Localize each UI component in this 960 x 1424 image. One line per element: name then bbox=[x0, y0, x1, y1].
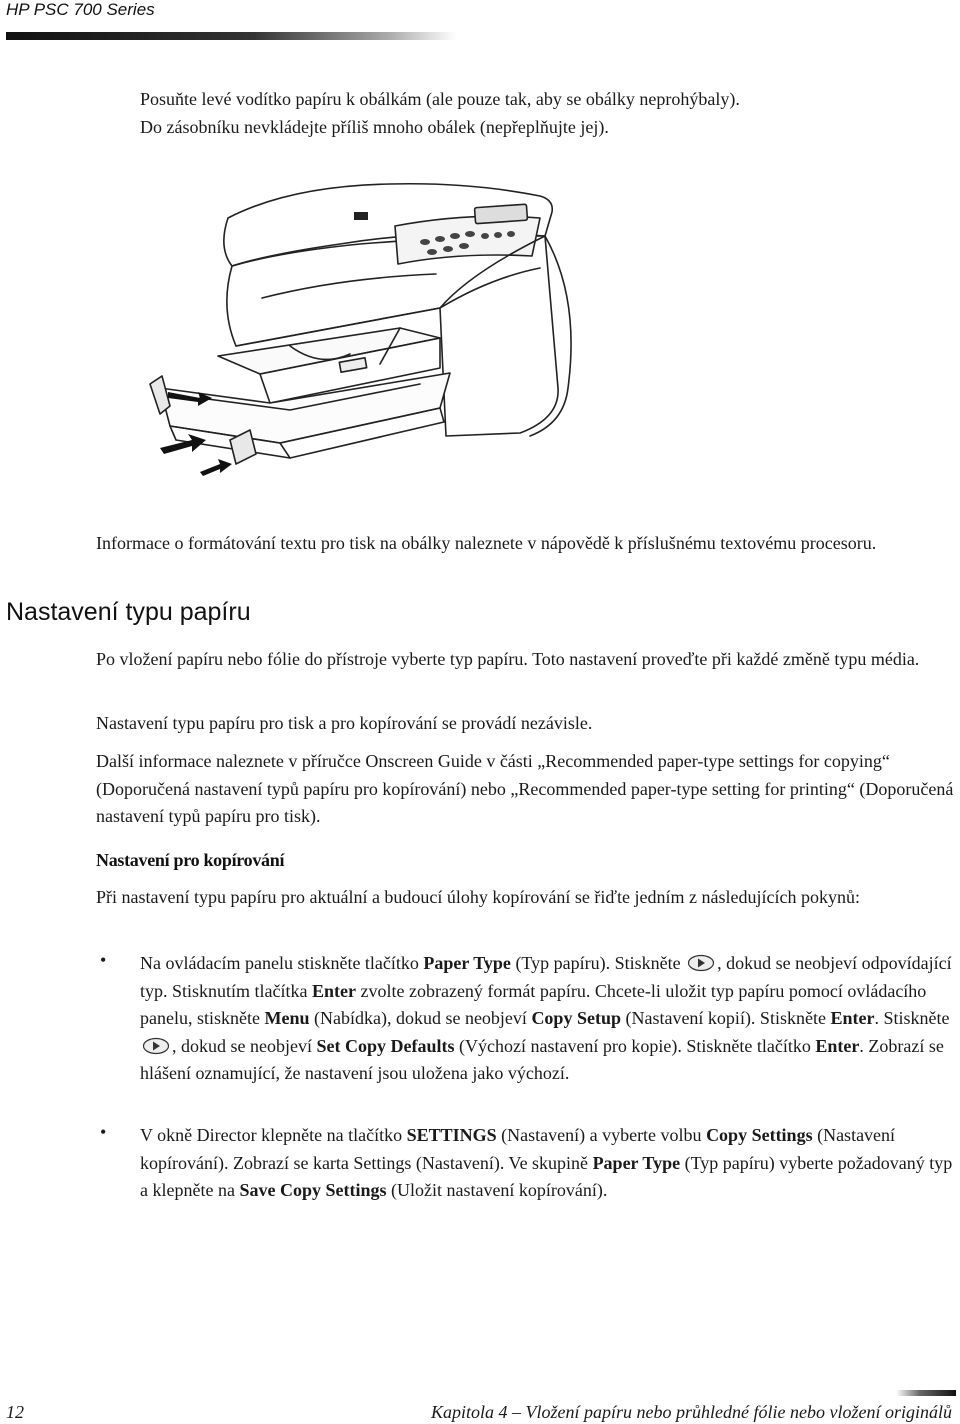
section-paragraph-1: Po vložení papíru nebo fólie do přístroje vyberte typ papíru. Toto nastavení proveďte při každé změně typu média. bbox=[96, 649, 920, 669]
running-header: HP PSC 700 Series bbox=[6, 0, 155, 19]
bullet-marker: • bbox=[100, 1122, 107, 1142]
header-rule bbox=[6, 32, 456, 40]
chapter-footer: Kapitola 4 – Vložení papíru nebo průhledné fólie nebo vložení originálů bbox=[431, 1402, 952, 1422]
intro-line-1: Posuňte levé vodítko papíru k obálkám (ale pouze tak, aby se obálky neprohýbaly). bbox=[140, 89, 740, 109]
list-item: Na ovládacím panelu stiskněte tlačítko Paper Type (Typ papíru). Stiskněte , dokud se neobjeví odpovídající typ. Stisknutím tlačítka Enter zvolte zobrazený formát papíru. Chcete-li uložit typ papíru pomocí ovládacího panelu, stiskněte Menu (Nabídka), dokud se neobjeví Copy Setup (Nastavení kopií). Stiskněte Enter. Stiskněte , dokud se neobjeví Set Copy Defaults (Výchozí nastavení pro kopie). Stiskněte tlačítko Enter. Zobrazí se hlášení oznamující, že nastavení jsou uložena jako výchozí. bbox=[140, 953, 952, 1083]
section-paragraph-2: Nastavení typu papíru pro tisk a pro kopírování se provádí nezávisle. bbox=[96, 713, 593, 733]
footer-rule bbox=[896, 1390, 956, 1396]
section-heading: Nastavení typu papíru bbox=[6, 598, 251, 626]
right-arrow-button-icon bbox=[142, 1037, 170, 1055]
bullet-marker: • bbox=[100, 950, 107, 970]
printer-illustration bbox=[140, 178, 580, 478]
section-paragraph-3: Další informace naleznete v příručce Onscreen Guide v části „Recommended paper-type settings for copying“ (Doporučená nastavení typů papíru pro kopírování) nebo „Recommended paper-type setting for printing“ (Doporučená nastavení typů papíru pro tisk). bbox=[96, 751, 954, 826]
intro-paragraph bbox=[140, 86, 940, 141]
page-number: 12 bbox=[6, 1402, 24, 1422]
right-arrow-button-icon bbox=[687, 954, 715, 972]
intro-line-2: Do zásobníku nevkládejte příliš mnoho obálek (nepřeplňujte jej). bbox=[140, 116, 609, 137]
envelope-formatting-note: Informace o formátování textu pro tisk na obálky naleznete v nápovědě k příslušnému textovému procesoru. bbox=[96, 533, 877, 553]
list-item: V okně Director klepněte na tlačítko SETTINGS (Nastavení) a vyberte volbu Copy Settings (Nastavení kopírování). Zobrazí se karta Settings (Nastavení). Ve skupině Paper Type (Typ papíru) vyberte požadovaný typ a klepněte na Save Copy Settings (Uložit nastavení kopírování). bbox=[140, 1125, 953, 1200]
subsection-paragraph: Při nastavení typu papíru pro aktuální a budoucí úlohy kopírování se řiďte jedním z následujících pokynů: bbox=[96, 887, 860, 907]
subsection-heading: Nastavení pro kopírování bbox=[96, 850, 285, 870]
